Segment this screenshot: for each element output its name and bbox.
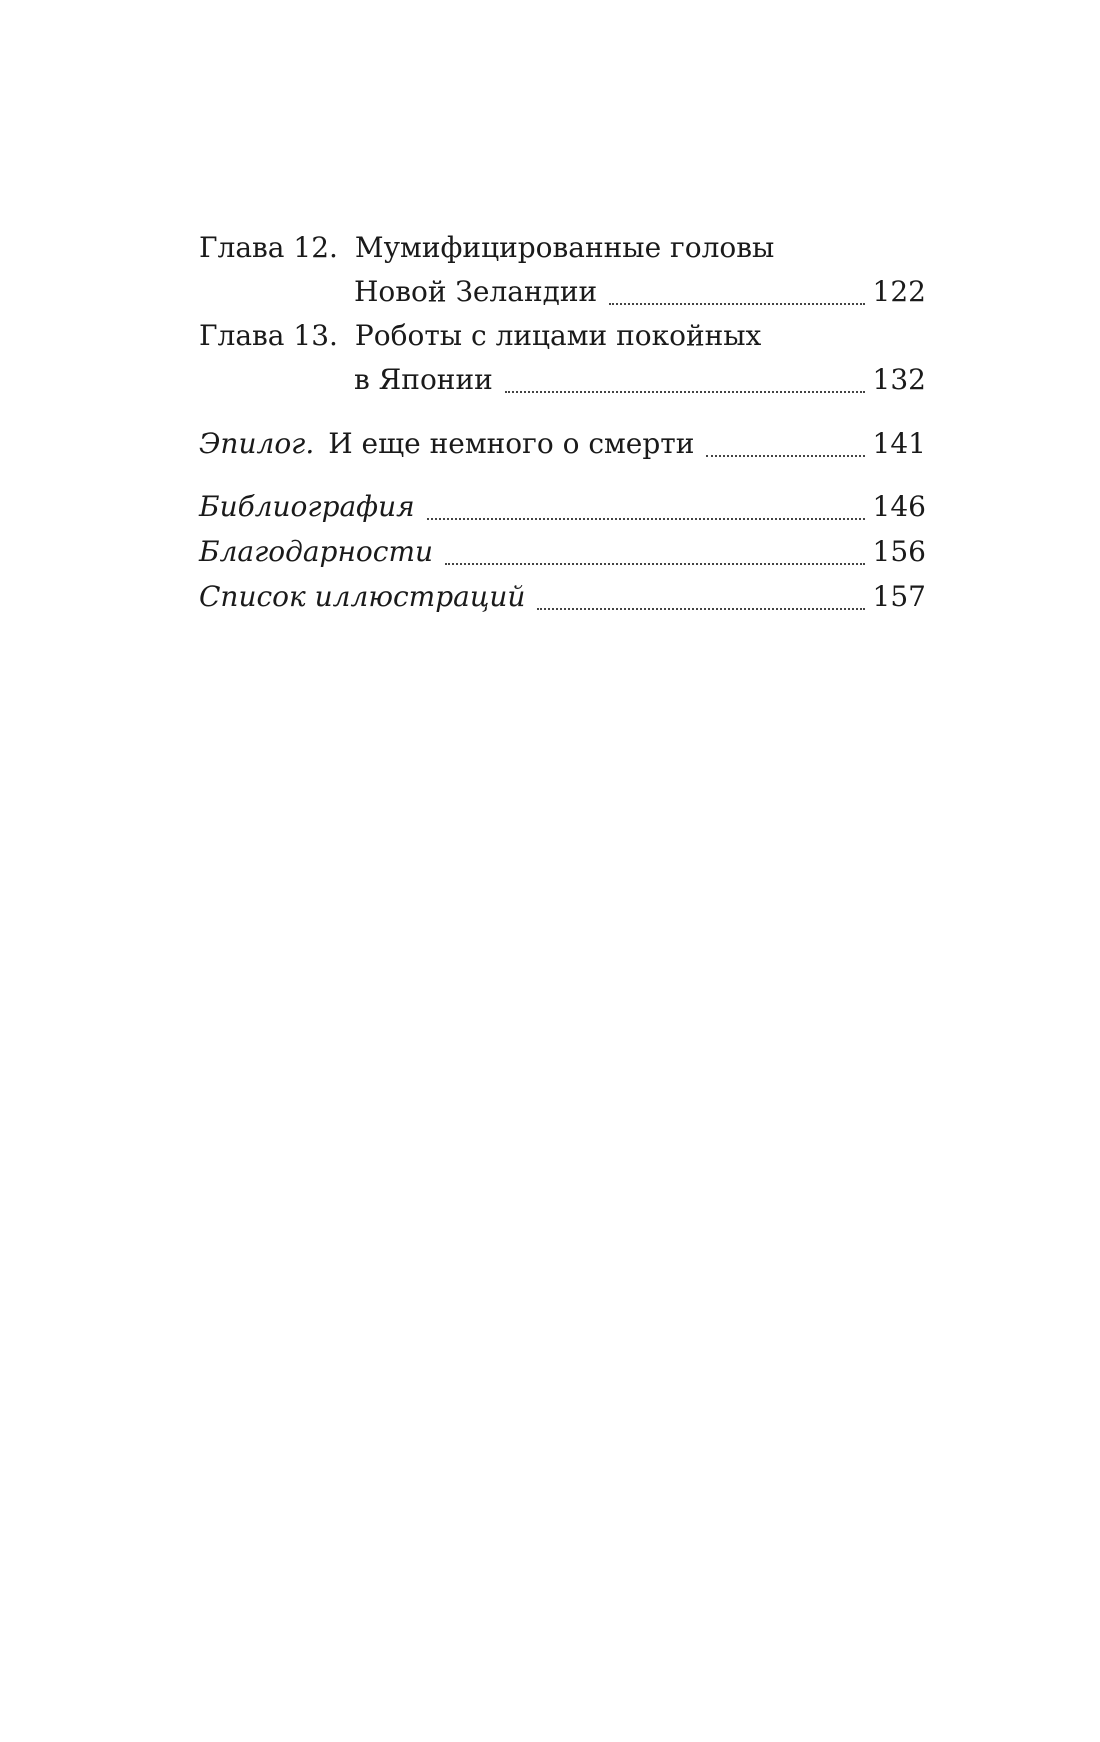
toc-entry-chapter-13-line1 [199,314,926,358]
toc-entry-chapter-12-line2 [199,270,926,314]
chapter-12-page: 122 [872,275,926,308]
toc-entry-acknowledgements [199,530,926,574]
leader-dots [445,563,865,565]
chapter-12-title-line2: Новой Зеландии [354,275,598,308]
chapter-13-page: 132 [872,363,926,396]
toc-entry-illustrations [199,575,926,619]
leader-dots [706,455,864,457]
acknowledgements-page: 156 [872,535,926,568]
leader-dots [537,608,864,610]
toc-entry-epilogue [199,422,926,466]
table-of-contents [199,0,926,1742]
chapter-12-title-line1: Мумифицированные головы [354,231,775,264]
toc-entry-chapter-12-line1 [199,226,926,270]
bibliography-title: Библиография [199,490,415,523]
toc-entry-chapter-13-line2 [199,358,926,402]
epilogue-title: И еще немного о смерти [328,427,695,460]
leader-dots [505,391,865,393]
leader-dots [427,518,865,520]
epilogue-page: 141 [872,427,926,460]
toc-entry-bibliography [199,485,926,529]
chapter-13-title-line2: в Японии [354,363,493,396]
chapter-12-prefix: Глава 12. [199,231,338,264]
acknowledgements-title: Благодарности [199,535,434,568]
epilogue-prefix: Эпилог. [199,427,315,460]
illustrations-page: 157 [872,580,926,613]
illustrations-title: Список иллюстраций [199,580,526,613]
chapter-13-title-line1: Роботы с лицами покойных [354,319,762,352]
bibliography-page: 146 [872,490,926,523]
leader-dots [609,303,864,305]
chapter-13-prefix: Глава 13. [199,319,338,352]
